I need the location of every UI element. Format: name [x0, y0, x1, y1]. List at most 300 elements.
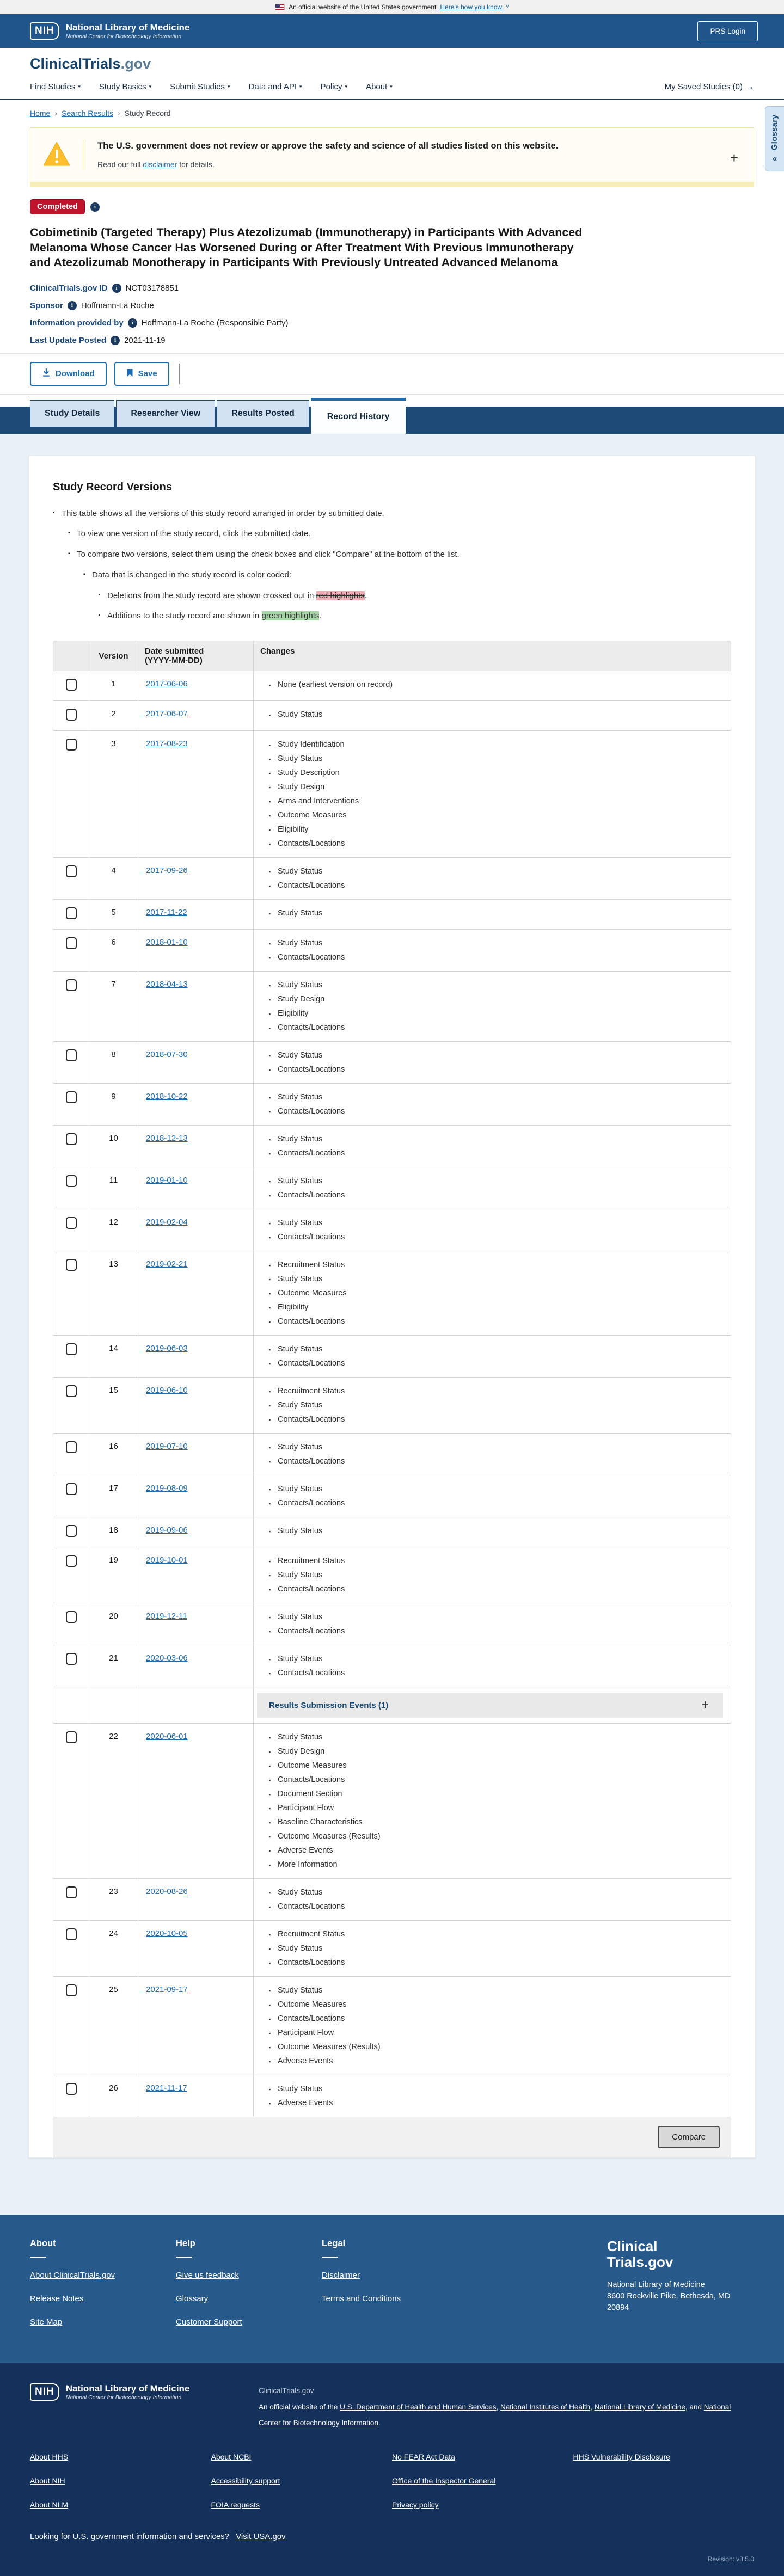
version-number: 22: [89, 1724, 138, 1879]
version-row-21: [53, 1645, 731, 1687]
date-link[interactable]: 2018-10-22: [146, 1092, 188, 1102]
subfooter-links: [30, 2452, 754, 2524]
breadcrumb-item: Study Record: [124, 109, 171, 118]
change-item: ▪ Outcome Measures (Results): [269, 1829, 724, 1843]
nav-item-label: Data and API: [248, 82, 297, 91]
empty-cell: [138, 1687, 254, 1724]
footer-link[interactable]: Glossary: [176, 2294, 209, 2304]
changes-cell: [254, 1977, 731, 2075]
version-checkbox[interactable]: [66, 1928, 77, 1940]
expand-plus-icon[interactable]: +: [730, 150, 738, 166]
version-checkbox[interactable]: [66, 1175, 77, 1187]
nct-id: NCT03178851: [125, 283, 179, 293]
arrow-right-icon: →: [746, 82, 754, 91]
version-row-13: [53, 1251, 731, 1336]
change-item: ▪ None (earliest version on record): [269, 678, 724, 692]
version-checkbox[interactable]: [66, 1611, 77, 1623]
intro-text: Additions to the study record are shown in: [107, 611, 262, 621]
date-link[interactable]: 2019-07-10: [146, 1442, 188, 1452]
intro-text: .: [319, 611, 322, 621]
footer-link[interactable]: About ClinicalTrials.gov: [30, 2271, 115, 2280]
version-checkbox[interactable]: [66, 1525, 77, 1537]
events-bar-cell: [254, 1687, 731, 1724]
version-checkbox[interactable]: [66, 1217, 77, 1229]
changes-list: [269, 708, 724, 722]
tab-results-posted[interactable]: Results Posted: [217, 400, 309, 427]
date-cell: [138, 930, 254, 972]
nlm-org-block: [66, 22, 190, 40]
changes-cell: [254, 1434, 731, 1475]
address-line: 20894: [607, 2303, 629, 2313]
date-link[interactable]: 2019-06-10: [146, 1386, 188, 1395]
official-text: , and: [685, 2403, 704, 2412]
status-row: [0, 187, 784, 214]
checkbox-cell: [53, 1434, 89, 1475]
version-checkbox[interactable]: [66, 1343, 77, 1355]
changes-cell: [254, 1475, 731, 1517]
expand-plus-icon[interactable]: +: [701, 1698, 709, 1713]
nih-logo[interactable]: NIH: [30, 22, 59, 40]
version-checkbox[interactable]: [66, 1483, 77, 1495]
version-number: 3: [89, 731, 138, 858]
date-cell: [138, 731, 254, 858]
tab-record-history[interactable]: Record History: [311, 398, 406, 434]
date-link[interactable]: 2017-06-07: [146, 709, 188, 719]
usa-prompt: Looking for U.S. government information and services?: [30, 2532, 230, 2542]
us-flag-icon: [275, 4, 285, 10]
footer: [0, 2215, 784, 2363]
date-column-header: [138, 641, 254, 671]
changes-cell: [254, 1167, 731, 1209]
version-row-22: [53, 1724, 731, 1879]
footer-column-about: [30, 2239, 176, 2341]
version-checkbox[interactable]: [66, 1259, 77, 1271]
nav-item-about[interactable]: [366, 82, 393, 91]
change-item: ▪ Study Status: [269, 936, 724, 950]
date-link[interactable]: 2020-03-06: [146, 1653, 188, 1663]
changes-list: [269, 1885, 724, 1914]
date-link[interactable]: 2017-08-23: [146, 739, 188, 749]
change-item: ▪ Adverse Events: [269, 2054, 724, 2068]
change-item: ▪ Contacts/Locations: [269, 1188, 724, 1202]
change-item: ▪ Contacts/Locations: [269, 1899, 724, 1914]
changes-cell: [254, 1547, 731, 1603]
subfooter-org-block: [66, 2383, 190, 2401]
change-item: ▪ Study Status: [269, 1398, 724, 1412]
warning-triangle-icon: [42, 141, 71, 170]
footer-link[interactable]: Disclaimer: [322, 2271, 360, 2280]
chevron-down-icon: ▾: [299, 84, 302, 89]
status-badge: Completed: [30, 199, 85, 214]
changes-list: [269, 1927, 724, 1970]
version-checkbox[interactable]: [66, 1441, 77, 1453]
date-cell: [138, 1645, 254, 1687]
saved-studies-link[interactable]: [665, 82, 754, 91]
date-cell: [138, 1724, 254, 1879]
change-item: ▪ Baseline Characteristics: [269, 1815, 724, 1829]
changes-list: [269, 864, 724, 893]
checkbox-cell: [53, 1547, 89, 1603]
site-logo[interactable]: [30, 56, 754, 72]
subfooter-org-sub: National Center for Biotechnology Information: [65, 2394, 182, 2401]
bookmark-icon: [126, 368, 133, 379]
version-row-1: [53, 671, 731, 701]
version-number: 24: [89, 1921, 138, 1977]
date-link[interactable]: 2017-11-22: [146, 908, 187, 918]
official-link[interactable]: National Institutes of Health: [500, 2403, 591, 2412]
id-label: ClinicalTrials.gov ID: [30, 283, 108, 293]
change-item: ▪ Study Design: [269, 1744, 724, 1759]
subfooter-org-name: National Library of Medicine: [65, 2383, 190, 2394]
changes-column-header: Changes: [254, 641, 731, 671]
version-checkbox[interactable]: [66, 1385, 77, 1397]
download-label: Download: [56, 369, 95, 379]
footer-brand-logo: Clinical Trials.gov: [607, 2238, 673, 2270]
disclaimer-link[interactable]: disclaimer: [143, 160, 177, 169]
save-button[interactable]: [114, 362, 169, 386]
version-checkbox[interactable]: [66, 739, 77, 751]
change-item: ▪ Eligibility: [269, 822, 724, 837]
change-item: ▪ Contacts/Locations: [269, 1582, 724, 1596]
version-row-9: [53, 1084, 731, 1126]
date-cell: [138, 1547, 254, 1603]
version-checkbox[interactable]: [66, 907, 77, 919]
changes-list: [269, 906, 724, 920]
checkbox-cell: [53, 1603, 89, 1645]
change-item: ▪ Recruitment Status: [269, 1384, 724, 1398]
checkbox-cell: [53, 1167, 89, 1209]
change-item: ▪ Study Status: [269, 978, 724, 992]
version-number: 13: [89, 1251, 138, 1336]
change-item: ▪ Arms and Interventions: [269, 794, 724, 808]
date-link[interactable]: 2018-07-30: [146, 1050, 188, 1060]
date-cell: [138, 1879, 254, 1921]
version-row-20: [53, 1603, 731, 1645]
footer-link[interactable]: Site Map: [30, 2317, 63, 2327]
changes-list: [269, 1983, 724, 2068]
change-item: ▪ Study Status: [269, 1216, 724, 1230]
date-link[interactable]: 2018-04-13: [146, 980, 188, 989]
site-header: [0, 48, 784, 100]
glossary-side-tab[interactable]: [765, 106, 784, 171]
official-statement: [259, 2383, 754, 2431]
changes-cell: [254, 972, 731, 1042]
date-header-line2: (YYYY-MM-DD): [145, 656, 203, 666]
version-number: 17: [89, 1475, 138, 1517]
warning-title: The U.S. government does not review or approve the safety and science of all studies listed on this website.: [97, 141, 559, 151]
info-icon[interactable]: i: [112, 284, 121, 293]
subfooter-link[interactable]: FOIA requests: [211, 2500, 260, 2510]
subfooter-link-column: [211, 2452, 393, 2524]
change-item: ▪ Study Design: [269, 992, 724, 1006]
version-checkbox[interactable]: [66, 1133, 77, 1145]
version-row-5: [53, 900, 731, 930]
subfooter-link[interactable]: HHS Vulnerability Disclosure: [573, 2452, 670, 2462]
changes-list: [269, 1610, 724, 1638]
changes-cell: [254, 1879, 731, 1921]
change-item: ▪ Participant Flow: [269, 1801, 724, 1815]
footer-brand: [607, 2239, 754, 2341]
footer-link[interactable]: Customer Support: [176, 2317, 242, 2327]
change-item: ▪ Eligibility: [269, 1300, 724, 1314]
version-row-10: [53, 1126, 731, 1167]
checkbox-cell: [53, 858, 89, 900]
checkbox-cell: [53, 972, 89, 1042]
date-link[interactable]: 2020-10-05: [146, 1929, 188, 1939]
nav-item-label: Submit Studies: [170, 82, 225, 91]
changes-list: [269, 2082, 724, 2110]
intro-bullet: [99, 590, 731, 602]
date-cell: [138, 1251, 254, 1336]
version-checkbox[interactable]: [66, 979, 77, 991]
version-number: 8: [89, 1042, 138, 1084]
download-icon: [42, 368, 51, 379]
subfooter-link-column: [573, 2452, 755, 2524]
updated-value: 2021-11-19: [124, 335, 166, 345]
subfooter-link[interactable]: About HHS: [30, 2452, 69, 2462]
changes-cell: [254, 930, 731, 972]
download-button[interactable]: [30, 362, 107, 386]
changes-list: [269, 1342, 724, 1370]
version-checkbox[interactable]: [66, 1984, 77, 1996]
official-text: .: [378, 2418, 381, 2427]
date-cell: [138, 1126, 254, 1167]
date-cell: [138, 1378, 254, 1434]
prs-login-button[interactable]: PRS Login: [697, 21, 758, 41]
official-link[interactable]: U.S. Department of Health and Human Services: [340, 2403, 497, 2412]
change-item: ▪ Recruitment Status: [269, 1927, 724, 1941]
sponsor-label: Sponsor: [30, 300, 63, 310]
footer-link[interactable]: Release Notes: [30, 2294, 84, 2304]
change-item: ▪ Outcome Measures (Results): [269, 2040, 724, 2054]
change-item: ▪ Adverse Events: [269, 1843, 724, 1858]
subfooter-link[interactable]: Accessibility support: [211, 2476, 280, 2486]
date-link[interactable]: 2021-09-17: [146, 1985, 188, 1995]
warning-body: [97, 160, 558, 169]
date-link[interactable]: 2020-06-01: [146, 1732, 188, 1742]
change-item: ▪ Outcome Measures: [269, 1997, 724, 2012]
date-link[interactable]: 2019-09-06: [146, 1526, 188, 1535]
change-item: ▪ Contacts/Locations: [269, 1454, 724, 1468]
chevron-down-icon: ▾: [390, 84, 393, 89]
checkbox-cell: [53, 1645, 89, 1687]
version-checkbox[interactable]: [66, 1653, 77, 1665]
heading-rule: [176, 2257, 192, 2258]
changes-cell: [254, 1724, 731, 1879]
change-item: ▪ Study Status: [269, 1272, 724, 1286]
date-cell: [138, 1084, 254, 1126]
change-item: ▪ Study Status: [269, 1048, 724, 1062]
checkbox-cell: [53, 701, 89, 731]
date-link[interactable]: 2017-09-26: [146, 866, 188, 876]
tab-study-details[interactable]: Study Details: [30, 400, 114, 427]
date-link[interactable]: 2019-08-09: [146, 1484, 188, 1493]
meta-updated-row: [30, 336, 754, 345]
version-number: 5: [89, 900, 138, 930]
date-link[interactable]: 2019-02-21: [146, 1259, 188, 1269]
version-checkbox[interactable]: [66, 1049, 77, 1061]
changes-list: [269, 936, 724, 964]
change-item: ▪ Study Status: [269, 1730, 724, 1744]
subfooter-link[interactable]: About NIH: [30, 2476, 65, 2486]
version-checkbox[interactable]: [66, 937, 77, 949]
changes-list: [269, 1216, 724, 1244]
footer-link[interactable]: Give us feedback: [176, 2271, 239, 2280]
date-link[interactable]: 2019-02-04: [146, 1218, 188, 1227]
change-item: ▪ Participant Flow: [269, 2026, 724, 2040]
version-checkbox[interactable]: [66, 1731, 77, 1743]
results-submission-events-bar[interactable]: [257, 1693, 723, 1718]
version-checkbox[interactable]: [66, 679, 77, 691]
date-cell: [138, 1977, 254, 2075]
intro-text: .: [364, 591, 367, 600]
changes-list: [269, 1440, 724, 1468]
date-link[interactable]: 2019-10-01: [146, 1556, 188, 1565]
change-item: ▪ Study Status: [269, 864, 724, 878]
version-row-11: [53, 1167, 731, 1209]
official-link[interactable]: National Center for Biotechnology Information: [259, 2403, 731, 2427]
date-link[interactable]: 2019-01-10: [146, 1176, 188, 1185]
official-text: ,: [590, 2403, 595, 2412]
subfooter-link[interactable]: No FEAR Act Data: [392, 2452, 455, 2462]
nav-item-policy[interactable]: [321, 82, 348, 91]
official-link[interactable]: National Library of Medicine: [594, 2403, 685, 2412]
change-item: ▪ Contacts/Locations: [269, 1956, 724, 1970]
tab-band: [0, 407, 784, 434]
info-icon[interactable]: i: [68, 301, 77, 310]
version-checkbox[interactable]: [66, 709, 77, 721]
subfooter-link[interactable]: About NLM: [30, 2500, 69, 2510]
empty-cell: [53, 1687, 89, 1724]
checkbox-cell: [53, 1724, 89, 1879]
version-checkbox[interactable]: [66, 1091, 77, 1103]
footer-link[interactable]: Terms and Conditions: [322, 2294, 401, 2304]
study-title: Cobimetinib (Targeted Therapy) Plus Atezolizumab (Immunotherapy) in Participants With Advanced Melanoma Whose Cancer Has Worsened During or After Treatment With Previous Immunotherapy and Atezolizumab Monotherapy in Participants With Previously Untreated Advanced Melanoma: [30, 226, 583, 269]
info-icon[interactable]: i: [111, 336, 120, 345]
checkbox-column-header: [53, 641, 89, 671]
warning-bottom-strip: [30, 182, 754, 187]
date-cell: [138, 671, 254, 701]
breadcrumb-item[interactable]: Search Results: [62, 109, 113, 118]
change-item: ▪ Recruitment Status: [269, 1554, 724, 1568]
date-link[interactable]: 2017-06-06: [146, 679, 188, 689]
info-icon[interactable]: i: [128, 318, 137, 328]
nlm-org-sub: National Center for Biotechnology Information: [65, 33, 182, 40]
meta-id-row: [30, 284, 754, 293]
changes-list: [269, 1258, 724, 1329]
how-you-know-link[interactable]: Here's how you know: [440, 3, 503, 11]
subfooter-link[interactable]: Office of the Inspector General: [392, 2476, 496, 2486]
date-link[interactable]: 2019-06-03: [146, 1344, 188, 1354]
intro-bullet: [53, 508, 731, 520]
intro-text: To compare two versions, select them using the check boxes and click "Compare" at the bottom of the list.: [77, 550, 460, 560]
date-link[interactable]: 2018-01-10: [146, 938, 188, 948]
change-item: ▪ Contacts/Locations: [269, 1412, 724, 1427]
subfooter-link-column: [30, 2452, 211, 2524]
version-number: 2: [89, 701, 138, 731]
date-link[interactable]: 2020-08-26: [146, 1887, 188, 1897]
nav-item-find-studies[interactable]: [30, 82, 81, 91]
change-item: ▪ Outcome Measures: [269, 808, 724, 822]
version-checkbox[interactable]: [66, 1886, 77, 1898]
change-item: ▪ Study Status: [269, 1568, 724, 1582]
subfooter-link[interactable]: About NCBI: [211, 2452, 252, 2462]
version-number: 21: [89, 1645, 138, 1687]
version-row-23: [53, 1879, 731, 1921]
changes-cell: [254, 1603, 731, 1645]
change-item: ▪ Study Status: [269, 2082, 724, 2096]
version-row-16: [53, 1434, 731, 1475]
version-checkbox[interactable]: [66, 2083, 77, 2095]
version-row-15: [53, 1378, 731, 1434]
versions-table-head: [53, 641, 731, 671]
nav-item-study-basics[interactable]: [99, 82, 151, 91]
heading-rule: [322, 2257, 338, 2258]
breadcrumb-item[interactable]: Home: [30, 109, 51, 118]
highlight-sample-red: red highlights: [316, 591, 365, 600]
change-item: ▪ Contacts/Locations: [269, 837, 724, 851]
changes-cell: [254, 1084, 731, 1126]
change-item: ▪ Contacts/Locations: [269, 2012, 724, 2026]
changes-list: [269, 1174, 724, 1202]
changes-cell: [254, 1517, 731, 1547]
date-link[interactable]: 2018-12-13: [146, 1134, 188, 1143]
nav-item-label: About: [366, 82, 388, 91]
info-icon[interactable]: i: [90, 202, 100, 212]
version-number: 6: [89, 930, 138, 972]
version-checkbox[interactable]: [66, 865, 77, 877]
meta-info-row: [30, 318, 754, 328]
date-cell: [138, 1921, 254, 1977]
changes-list: [269, 678, 724, 692]
chevron-down-icon: ▾: [228, 84, 230, 89]
usa-gov-link[interactable]: Visit USA.gov: [236, 2532, 286, 2542]
subfooter-link[interactable]: Privacy policy: [392, 2500, 439, 2510]
checkbox-cell: [53, 1475, 89, 1517]
changes-list: [269, 737, 724, 851]
empty-cell: [89, 1687, 138, 1724]
nav-item-label: Policy: [320, 82, 342, 91]
changes-cell: [254, 2075, 731, 2117]
date-link[interactable]: 2021-11-17: [146, 2083, 187, 2093]
nav-item-data-and-api[interactable]: [249, 82, 302, 91]
change-item: ▪ Contacts/Locations: [269, 950, 724, 964]
version-number: 10: [89, 1126, 138, 1167]
warning-body-suffix: for details.: [177, 160, 215, 169]
subfooter-site-label: ClinicalTrials.gov: [259, 2387, 314, 2395]
site-logo-main: ClinicalTrials: [30, 56, 121, 72]
compare-button[interactable]: Compare: [658, 2126, 720, 2148]
change-item: ▪ Study Status: [269, 1342, 724, 1356]
nav-item-submit-studies[interactable]: [170, 82, 230, 91]
date-cell: [138, 1336, 254, 1378]
version-checkbox[interactable]: [66, 1555, 77, 1567]
usa-gov-row: [30, 2532, 754, 2541]
tab-researcher-view[interactable]: Researcher View: [116, 400, 215, 427]
breadcrumb-separator: ›: [54, 109, 58, 118]
version-row-24: [53, 1921, 731, 1977]
chevron-down-icon: ▾: [78, 84, 81, 89]
version-number: 19: [89, 1547, 138, 1603]
chevron-down-icon: ▾: [345, 84, 348, 89]
nih-logo[interactable]: NIH: [30, 2383, 59, 2401]
footer-address: [607, 2279, 754, 2314]
date-link[interactable]: 2019-12-11: [146, 1612, 187, 1621]
checkbox-cell: [53, 900, 89, 930]
changes-cell: [254, 671, 731, 701]
change-item: ▪ Study Status: [269, 906, 724, 920]
version-row-8: [53, 1042, 731, 1084]
